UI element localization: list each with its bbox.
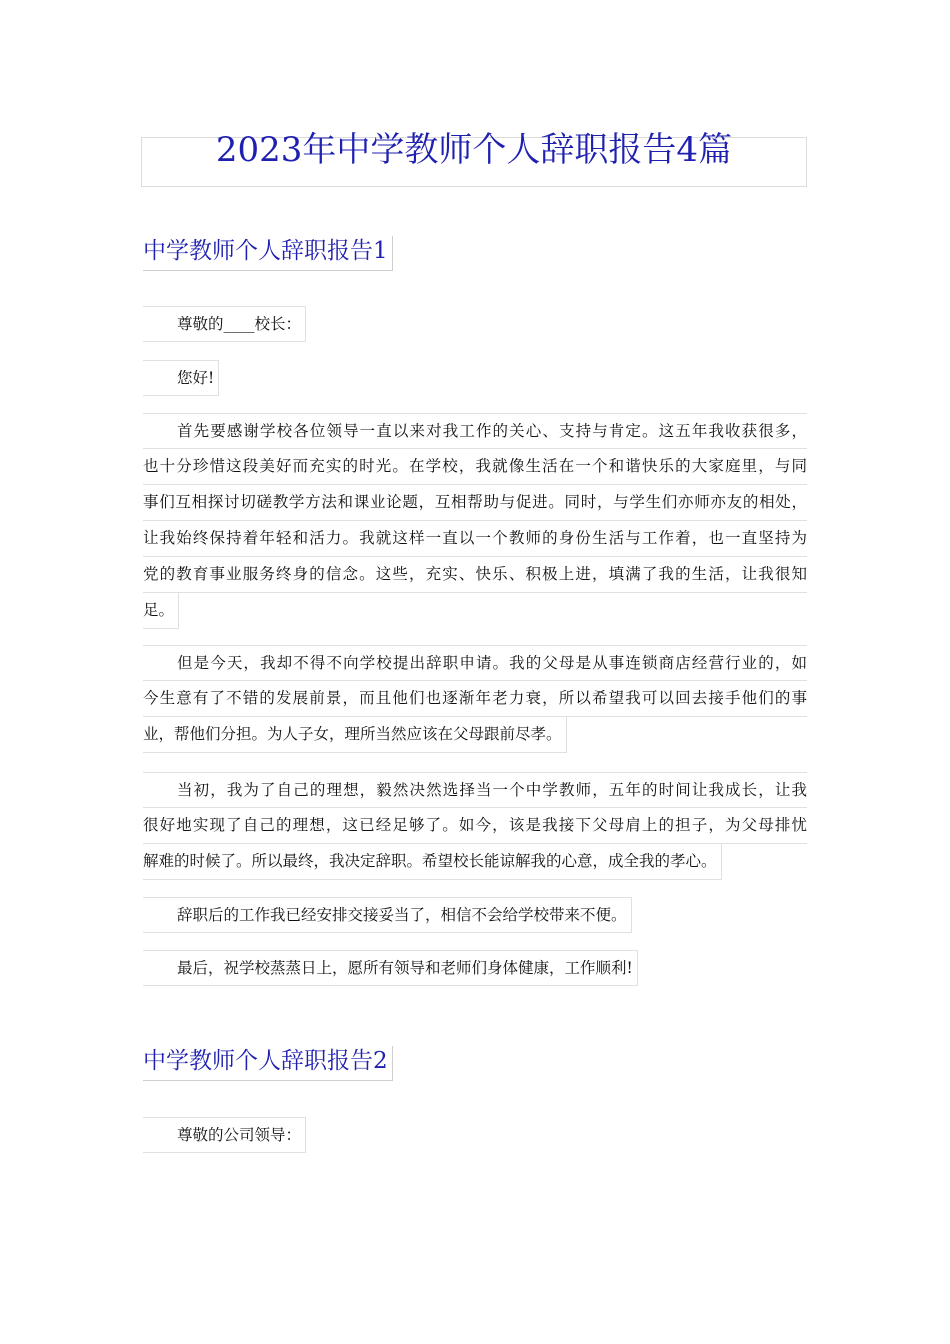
greeting-text: 您好! <box>143 360 219 396</box>
paragraph-3 <box>143 772 807 884</box>
section-1-heading: 中学教师个人辞职报告1 <box>143 236 393 271</box>
paragraph-line: 让我始终保持着年轻和活力。我就这样一直以一个教师的身份生活与工作着，也一直坚持为 <box>143 521 807 557</box>
paragraph-5 <box>143 950 807 990</box>
paragraph-line: 当初，我为了自己的理想，毅然决然选择当一个中学教师，五年的时间让我成长，让我 <box>143 772 807 808</box>
salutation-2 <box>143 1117 807 1157</box>
paragraph-line: 很好地实现了自己的理想，这已经足够了。如今，该是我接下父母肩上的担子，为父母排忧 <box>143 808 807 844</box>
salutation-1-text: 尊敬的____校长： <box>143 306 306 342</box>
paragraph-line: 事们互相探讨切磋教学方法和课业论题，互相帮助与促进。同时，与学生们亦师亦友的相处， <box>143 485 807 521</box>
greeting <box>143 360 807 400</box>
paragraph-line: 业，帮他们分担。为人子女，理所当然应该在父母跟前尽孝。 <box>143 717 567 753</box>
paragraph-line: 今生意有了不错的发展前景，而且他们也逐渐年老力衰，所以希望我可以回去接手他们的事 <box>143 681 807 717</box>
paragraph-4-text: 辞职后的工作我已经安排交接妥当了，相信不会给学校带来不便。 <box>143 897 632 933</box>
paragraph-line: 首先要感谢学校各位领导一直以来对我工作的关心、支持与肯定。这五年我收获很多， <box>143 413 807 449</box>
paragraph-line: 足。 <box>143 593 179 629</box>
paragraph-5-text: 最后，祝学校蒸蒸日上，愿所有领导和老师们身体健康，工作顺利! <box>143 950 638 986</box>
paragraph-2 <box>143 645 807 757</box>
document-title-text: 2023年中学教师个人辞职报告4篇 <box>215 130 733 170</box>
paragraph-4 <box>143 897 807 937</box>
document-title <box>141 130 807 187</box>
paragraph-line: 也十分珍惜这段美好而充实的时光。在学校，我就像生活在一个和谐快乐的大家庭里，与同 <box>143 449 807 485</box>
salutation-2-text: 尊敬的公司领导： <box>143 1117 306 1153</box>
paragraph-line: 解难的时候了。所以最终，我决定辞职。希望校长能谅解我的心意，成全我的孝心。 <box>143 844 722 880</box>
section-2-heading: 中学教师个人辞职报告2 <box>143 1046 393 1081</box>
paragraph-line: 但是今天，我却不得不向学校提出辞职申请。我的父母是从事连锁商店经营行业的，如 <box>143 645 807 681</box>
salutation-1 <box>143 306 807 346</box>
paragraph-line: 党的教育事业服务终身的信念。这些，充实、快乐、积极上进，填满了我的生活，让我很知 <box>143 557 807 593</box>
paragraph-1 <box>143 413 807 633</box>
